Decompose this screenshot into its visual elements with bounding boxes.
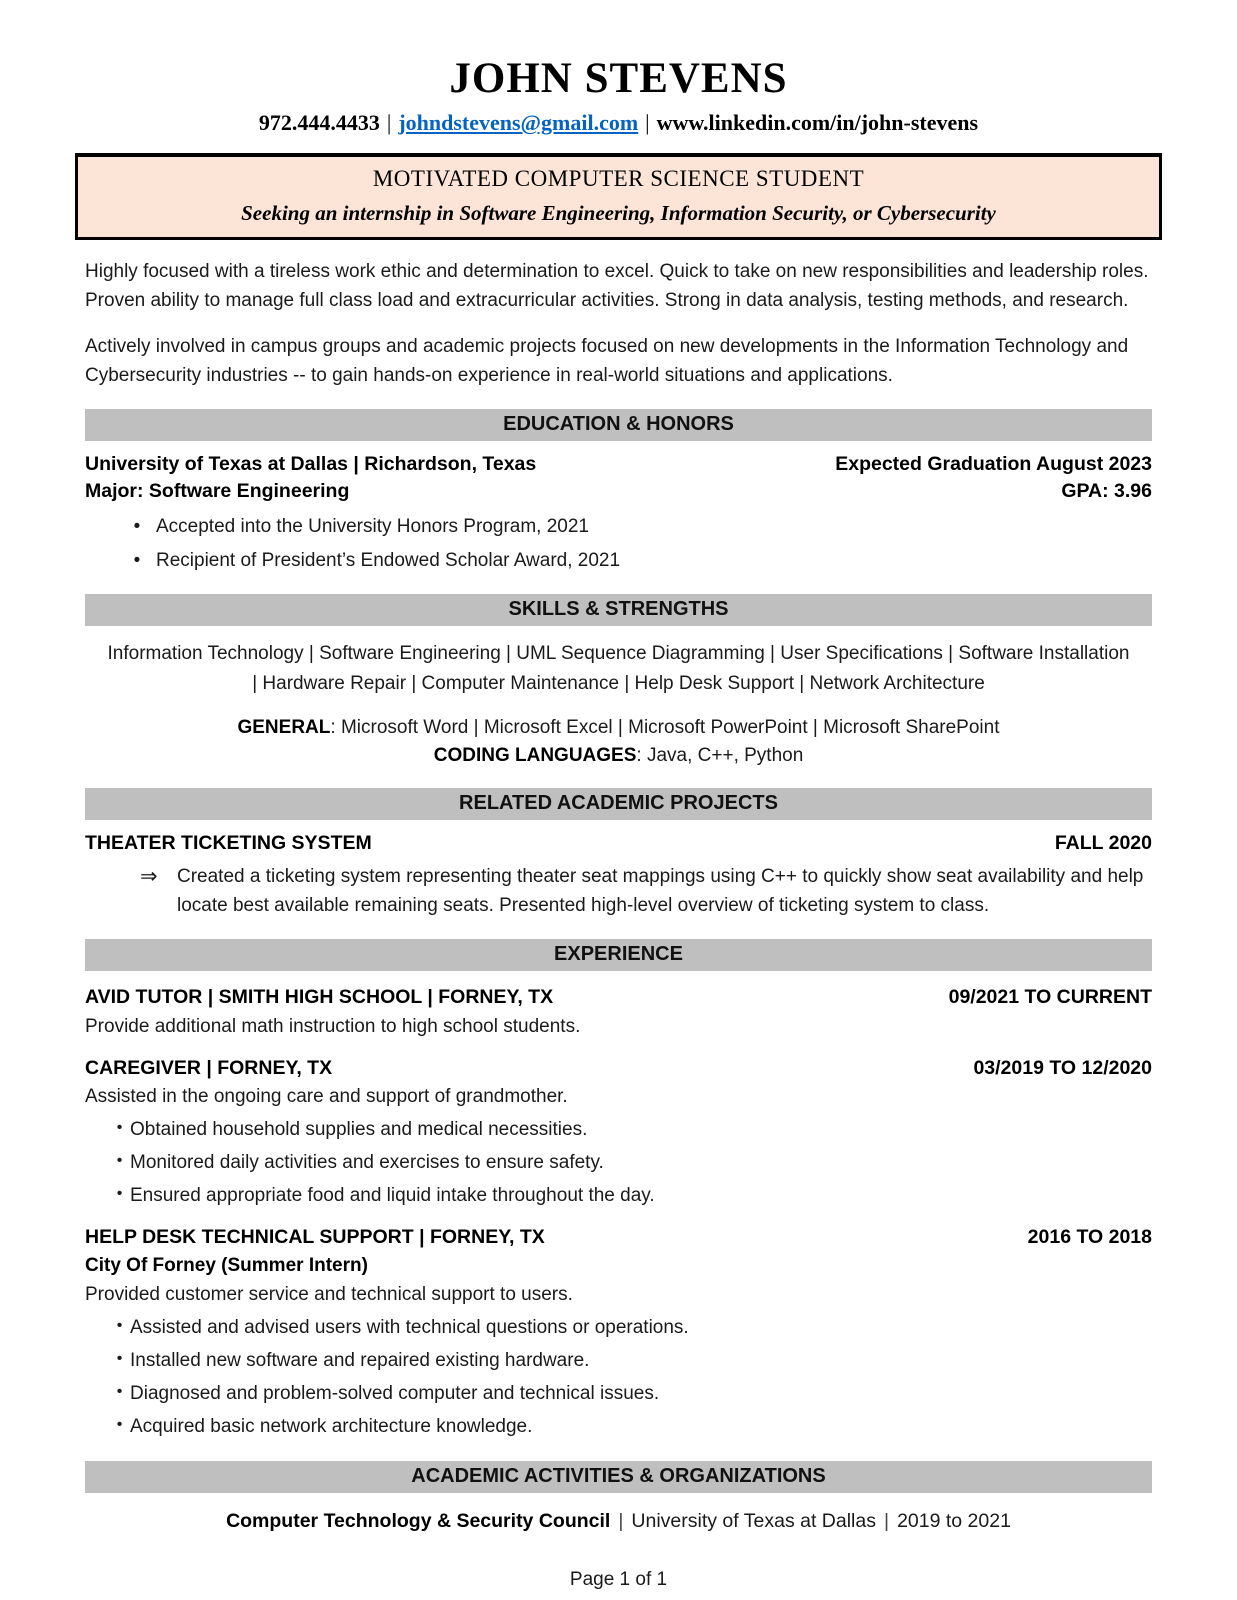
bullet-icon: • bbox=[116, 1416, 123, 1434]
summary-paragraph: Actively involved in campus groups and academic projects focused on new developments in the Information Technology and Cybersecurity industries -- to gain hands-on experience in real-world situations and applications. bbox=[85, 336, 1129, 387]
section-heading-activities: ACADEMIC ACTIVITIES & ORGANIZATIONS bbox=[85, 1461, 1152, 1493]
job-item bbox=[85, 1055, 1152, 1211]
job-subtitle: City Of Forney (Summer Intern) bbox=[85, 1254, 368, 1276]
skills-coding-label: CODING LANGUAGES bbox=[433, 744, 637, 766]
job-description: Provided customer service and technical support to users. bbox=[85, 1284, 573, 1306]
job-date: 03/2019 TO 12/2020 bbox=[973, 1056, 1152, 1079]
phone-number: 972.444.4433 bbox=[258, 110, 380, 136]
bullet-icon: • bbox=[116, 1152, 123, 1170]
education-bullets bbox=[85, 513, 1152, 575]
contact-line bbox=[85, 110, 1152, 136]
section-heading-education: EDUCATION & HONORS bbox=[85, 409, 1152, 441]
list-item-text: Ensured appropriate food and liquid intake throughout the day. bbox=[130, 1185, 655, 1207]
skills-section bbox=[85, 639, 1152, 769]
page-number: Page 1 of 1 bbox=[569, 1568, 668, 1590]
education-row bbox=[85, 451, 1152, 478]
education-section bbox=[85, 451, 1152, 575]
summary-section bbox=[85, 257, 1152, 390]
job-bullets bbox=[85, 1116, 1152, 1211]
job-date: 09/2021 TO CURRENT bbox=[948, 986, 1152, 1009]
job-title: CAREGIVER | FORNEY, TX bbox=[85, 1056, 333, 1079]
job-header bbox=[85, 1055, 1152, 1082]
org-separator: | bbox=[618, 1509, 624, 1532]
list-item-text: Installed new software and repaired existing hardware. bbox=[130, 1350, 590, 1372]
email-link[interactable]: johndstevens@gmail.com bbox=[398, 110, 639, 136]
graduation-date: Expected Graduation August 2023 bbox=[835, 453, 1152, 476]
skills-list: Information Technology | Software Engineering | UML Sequence Diagramming | User Specifications | Software Installation | Hardware Repair | Computer Maintenance | Help Desk Support | Network Architecture bbox=[107, 643, 1130, 694]
list-item-text: Acquired basic network architecture knowledge. bbox=[130, 1416, 533, 1438]
bullet-icon: • bbox=[116, 1383, 123, 1401]
organization-dates: 2019 to 2021 bbox=[897, 1509, 1011, 1532]
section-heading-experience: EXPERIENCE bbox=[85, 939, 1152, 971]
project-header bbox=[85, 830, 1152, 857]
list-item-text: Obtained household supplies and medical necessities. bbox=[130, 1119, 588, 1141]
list-item bbox=[85, 1380, 1152, 1409]
list-item-text: Recipient of President’s Endowed Scholar Award, 2021 bbox=[156, 549, 621, 571]
list-item bbox=[85, 1149, 1152, 1178]
job-item bbox=[85, 984, 1152, 1041]
job-header bbox=[85, 1224, 1152, 1251]
summary-paragraph: Highly focused with a tireless work ethic and determination to excel. Quick to take on new responsibilities and leadership roles. Proven ability to manage full class load and extracurricular activities. Strong in data analysis, testing methods, and research. bbox=[85, 261, 1149, 312]
skills-general-line bbox=[85, 714, 1152, 742]
skills-coding-line bbox=[85, 742, 1152, 770]
school-name: University of Texas at Dallas | Richardson, Texas bbox=[85, 453, 537, 476]
project-item bbox=[85, 830, 1152, 920]
bullet-icon: • bbox=[116, 1317, 123, 1335]
linkedin-url: www.linkedin.com/in/john-stevens bbox=[656, 110, 979, 136]
arrow-icon: ⇒ bbox=[140, 865, 158, 889]
bullet-icon: • bbox=[116, 1185, 123, 1203]
org-separator: | bbox=[883, 1509, 890, 1532]
bullet-icon: • bbox=[133, 516, 141, 538]
list-item bbox=[85, 1182, 1152, 1211]
list-item bbox=[85, 1116, 1152, 1145]
job-bullets bbox=[85, 1314, 1152, 1442]
objective-title: MOTIVATED COMPUTER SCIENCE STUDENT bbox=[372, 166, 865, 192]
project-title: THEATER TICKETING SYSTEM bbox=[85, 832, 372, 855]
major: Major: Software Engineering bbox=[85, 480, 350, 503]
contact-separator: | bbox=[645, 110, 650, 136]
objective-banner bbox=[75, 153, 1162, 240]
bullet-icon: • bbox=[116, 1119, 123, 1137]
job-header bbox=[85, 984, 1152, 1011]
list-item-text: Accepted into the University Honors Program, 2021 bbox=[156, 516, 589, 538]
section-heading-projects: RELATED ACADEMIC PROJECTS bbox=[85, 788, 1152, 820]
job-title: AVID TUTOR | SMITH HIGH SCHOOL | FORNEY, TX bbox=[85, 986, 554, 1009]
list-item bbox=[85, 1413, 1152, 1442]
list-item bbox=[85, 547, 1152, 576]
list-item-text: Created a ticketing system representing theater seat mappings using C++ to quickly show seat availability and help locate best available remaining seats. Presented high-level overview of ticketing system to class. bbox=[177, 866, 1144, 916]
list-item-text: Diagnosed and problem-solved computer and technical issues. bbox=[130, 1383, 660, 1405]
education-row bbox=[85, 478, 1152, 505]
organization-name: Computer Technology & Security Council bbox=[226, 1509, 611, 1532]
skills-coding-items: : Java, C++, Python bbox=[636, 744, 804, 766]
job-description: Assisted in the ongoing care and support of grandmother. bbox=[85, 1086, 568, 1108]
list-item bbox=[85, 863, 1152, 920]
gpa: GPA: 3.96 bbox=[1061, 480, 1152, 503]
section-heading-skills: SKILLS & STRENGTHS bbox=[85, 594, 1152, 626]
list-item bbox=[85, 513, 1152, 542]
organization-school: University of Texas at Dallas bbox=[631, 1509, 876, 1532]
job-title: HELP DESK TECHNICAL SUPPORT | FORNEY, TX bbox=[85, 1225, 545, 1248]
list-item bbox=[85, 1347, 1152, 1376]
list-item-text: Monitored daily activities and exercises to ensure safety. bbox=[130, 1152, 604, 1174]
objective-subtitle: Seeking an internship in Software Engineering, Information Security, or Cybersecurity bbox=[241, 201, 996, 226]
contact-separator: | bbox=[386, 110, 392, 136]
list-item bbox=[85, 1314, 1152, 1343]
organization-line bbox=[85, 1510, 1152, 1533]
job-item bbox=[85, 1224, 1152, 1442]
list-item-text: Assisted and advised users with technical questions or operations. bbox=[130, 1317, 689, 1339]
job-date: 2016 TO 2018 bbox=[1027, 1225, 1152, 1248]
page-title: JOHN STEVENS bbox=[449, 55, 788, 102]
project-date: FALL 2020 bbox=[1054, 832, 1152, 855]
job-description: Provide additional math instruction to high school students. bbox=[85, 1016, 581, 1037]
skills-general-label: GENERAL bbox=[237, 717, 331, 739]
skills-general-items: : Microsoft Word | Microsoft Excel | Microsoft PowerPoint | Microsoft SharePoint bbox=[330, 717, 1000, 739]
bullet-icon: • bbox=[133, 549, 141, 571]
bullet-icon: • bbox=[116, 1350, 123, 1368]
